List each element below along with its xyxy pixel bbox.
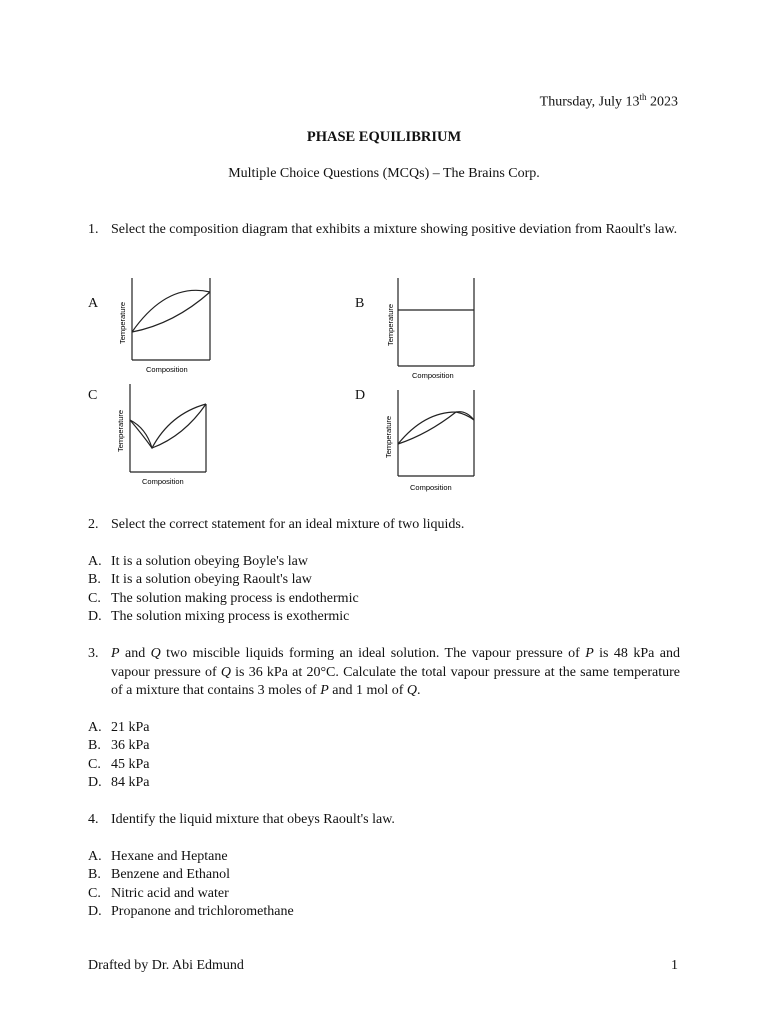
page-title: PHASE EQUILIBRIUM [306,129,462,145]
liquid-curve [398,412,474,444]
option-c[interactable]: C. Nitric acid and water [88,885,229,901]
question-text: Identify the liquid mixture that obeys Raoult's law. [111,812,395,827]
vapour-curve [132,290,210,332]
liquid-curve [132,292,210,332]
document-date: Thursday, July 13th 2023 [539,92,678,110]
diagram-label-b: B [355,296,365,311]
question-text: Select the correct statement for an ideal mixture of two liquids. [111,517,465,532]
diagram-label-a: A [88,296,99,311]
x-axis-label: Composition [142,477,184,486]
question-text: P and Q two miscible liquids forming an ideal solution. The vapour pressure of P is 48 kPa and vapour pressure of Q is 36 kPa at 20°C. Calculate the total vapour pressure at the same temperature of a mixture that contains 3 moles of P and 1 mol of Q. [111,646,680,698]
option-d[interactable]: D. 84 kPa [88,774,150,790]
diagram-c [110,380,220,492]
question-3-options [88,719,680,792]
option-d[interactable]: D. The solution mixing process is exothermic [88,608,350,624]
option-c[interactable]: C. The solution making process is endothermic [88,590,359,606]
question-number: 3. [88,646,99,661]
question-number: 2. [88,517,99,532]
diagram-d [378,386,490,496]
question-1 [88,221,680,240]
y-axis-label: Temperature [116,409,125,452]
option-b[interactable]: B. 36 kPa [88,738,150,754]
page-number: 1 [671,958,678,973]
vapour-curve [130,404,206,448]
y-axis-label: Temperature [384,415,393,458]
option-a[interactable]: A. 21 kPa [88,720,150,735]
option-b[interactable]: B. Benzene and Ethanol [88,867,230,883]
option-c[interactable]: C. 45 kPa [88,756,150,772]
option-a[interactable]: A. It is a solution obeying Boyle's law [88,554,308,569]
diagram-label-c: C [88,388,98,403]
question-3 [88,645,680,701]
page-subtitle: Multiple Choice Questions (MCQs) – The Brains Corp. [228,166,540,181]
x-axis-label: Composition [146,365,188,374]
question-number: 4. [88,812,99,827]
question-4-options [88,848,680,921]
option-b[interactable]: B. It is a solution obeying Raoult's law [88,572,312,588]
y-axis-label: Temperature [386,303,395,346]
question-4 [88,811,680,830]
option-a[interactable]: A. Hexane and Heptane [88,849,228,864]
diagram-b [380,274,490,382]
question-2 [88,516,680,535]
x-axis-label: Composition [410,483,452,492]
diagram-a [112,272,222,378]
question-number: 1. [88,222,99,237]
diagram-label-d: D [355,388,366,403]
question-text: Select the composition diagram that exhibits a mixture showing positive deviation from Raoult's law. [111,222,678,237]
x-axis-label: Composition [412,371,454,380]
option-d[interactable]: D. Propanone and trichloromethane [88,903,294,919]
question-2-options [88,553,680,626]
footer-author: Drafted by Dr. Abi Edmund [88,958,244,973]
y-axis-label: Temperature [118,301,127,344]
